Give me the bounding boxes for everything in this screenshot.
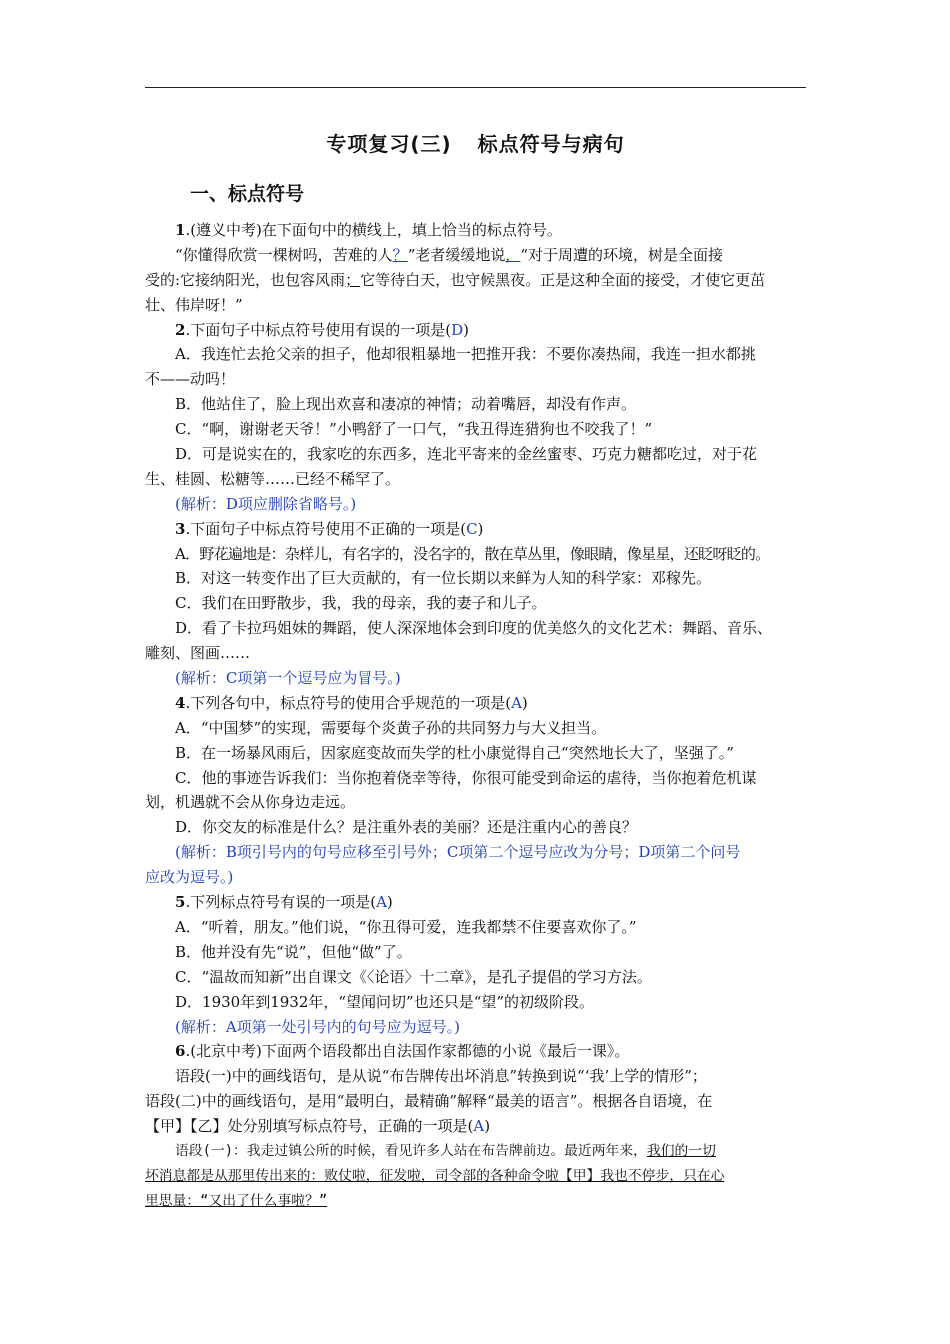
q6-stem-close: ) [484,1117,491,1136]
q5-number: 5 [175,893,186,912]
q2-answer: D [451,320,464,339]
q2-analysis: (解析：D项应删除省略号。) [175,494,357,513]
q3-option-d: D．看了卡拉玛姐妹的舞蹈，使人深深地体会到印度的优美悠久的文化艺术：舞蹈、音乐、 [175,619,773,638]
page-title-main: 专项复习(三) [326,132,452,156]
q5-stem-text: .下列标点符号有误的一项是( [185,893,377,912]
q6-stem-text: .(北京中考)下面两个语段都出自法国作家都德的小说《最后一课》。 [185,1042,630,1061]
document-body [145,218,806,1214]
q3-option-b: B．对这一转变作出了巨大贡献的，有一位长期以来鲜为人知的科学家：邓稼先。 [175,569,712,588]
q6-paragraph [145,1114,806,1139]
header-rule [145,87,806,88]
q3-option-d-cont: 雕刻、图画…… [145,644,251,663]
q6-number: 6 [175,1042,186,1061]
q5-answer: A [376,893,387,912]
q2-option-a-cont: 不——动吗！ [145,370,236,389]
q2-option-c: C．“啊，谢谢老天爷！”小鸭舒了一口气，“我丑得连猎狗也不咬我了！” [175,420,653,439]
q3-answer: C [466,519,478,538]
q4-answer: A [511,693,522,712]
q3-stem-text: .下面句子中标点符号使用不正确的一项是( [185,519,467,538]
q3-option-c: C．我们在田野散步，我，我的母亲，我的妻子和儿子。 [175,594,547,613]
q5-stem-close: ) [386,893,393,912]
q1-text: 受的:它接纳阳光，也包容风雨 [145,270,346,289]
q4-option-c: C．他的事迹告诉我们：当你抱着侥幸等待，你很可能受到命运的虐待，当你抱着危机谋 [175,768,757,787]
q1-stem-text: .(遵义中考)在下面句中的横线上，填上恰当的标点符号。 [185,221,562,239]
page-title [145,128,806,157]
q5-option-a: A．“听着，朋友。”他们说，“你丑得可爱，连我都禁不住要喜欢你了。” [175,917,637,936]
q2-stem-text: .下面句子中标点符号使用有误的一项是( [185,320,452,339]
q6-excerpt-line: 里思量：“又出了什么事啦？” [145,1192,328,1209]
q2-stem [145,318,806,343]
q5-option-d: D．1930年到1932年，“望闻问切”也还只是“望”的初级阶段。 [175,992,595,1011]
q2-option-d: D．可是说实在的，我家吃的东西多，连北平寄来的金丝蜜枣、巧克力糖都吃过，对于花 [175,445,758,464]
q3-stem-close: ) [477,519,484,538]
q6-excerpt-line [145,1139,806,1164]
q1-line3: 壮、伟岸呀！” [145,295,243,314]
q5-option-b: B．他并没有先“说”，但他“做”了。 [175,942,412,961]
q2-option-a: A．我连忙去抢父亲的担子，他却很粗暴地一把推开我：不要你凑热闹，我连一担水都挑 [175,345,756,364]
q1-number: 1 [175,221,186,239]
q2-option-b: B．他站住了，脸上现出欢喜和凄凉的神情；动着嘴唇，却没有作声。 [175,395,637,414]
q1-stem [145,218,806,243]
q1-line1 [145,243,806,268]
q4-stem-close: ) [521,693,528,712]
q1-text: “对于周遭的环境，树是全面接 [520,245,724,264]
q4-analysis-cont: 应改为逗号。) [145,868,234,887]
q3-option-a: A．野花遍地是：杂样儿，有名字的，没名字的，散在草丛里，像眼睛，像星星，还眨呀眨的。 [175,544,770,563]
q4-analysis: (解析：B项引号内的句号应移至引号外；C项第二个逗号应改为分号；D项第二个问号 [175,843,741,862]
q1-text: ”老者缓缓地说 [407,245,506,264]
q4-option-d: D．你交友的标准是什么？是注重外表的美丽？还是注重内心的善良？ [175,818,638,837]
q1-line2 [145,268,806,293]
q4-stem-text: .下列各句中，标点符号的使用合乎规范的一项是( [185,693,512,712]
q1-blank-answer: ？ [392,245,408,264]
q6-underlined-text: 我们的一切 [646,1142,716,1159]
q2-option-d-cont: 生、桂圆、松糖等……已经不稀罕了。 [145,469,401,488]
q6-paragraph: 语段(一)中的画线语句，是从说“布告牌传出坏消息”转换到说“‘我’上学的情形”； [175,1067,707,1086]
q1-text: “你懂得欣赏一棵树吗，苦难的人 [175,245,393,264]
q6-answer: A [473,1117,485,1136]
section-heading: 一、标点符号 [190,183,305,205]
q4-stem [145,691,806,716]
q6-paragraph: 语段(二)中的画线语句，是用“最明白，最精确”解释“最美的语言”。根据各自语境，在 [145,1092,713,1111]
q5-option-c: C．“温故而知新”出自课文《〈论语〉十二章》，是孔子提倡的学习方法。 [175,967,652,986]
q1-blank-answer: ， [505,245,521,264]
q2-stem-close: ) [463,320,469,339]
q3-analysis: (解析：C项第一个逗号应为冒号。) [175,669,401,688]
q4-option-a: A．“中国梦”的实现，需要每个炎黄子孙的共同努力与大义担当。 [175,718,607,737]
q3-number: 3 [175,519,186,538]
page-title-sub: 标点符号与病句 [477,132,625,156]
q4-number: 4 [175,693,186,712]
q6-stem [145,1039,806,1064]
q6-excerpt-line: 坏消息都是从那里传出来的：败仗啦，征发啦，司令部的各种命令啦【甲】我也不停步，只在心 [145,1167,725,1184]
q6-prompt-text: 【甲】【乙】处分别填写标点符号，正确的一项是( [145,1117,474,1136]
q4-option-c-cont: 划，机遇就不会从你身边走远。 [145,793,356,812]
q3-stem [145,517,806,542]
q2-number: 2 [175,320,186,339]
q5-stem [145,890,806,915]
q1-blank-answer: ； [345,270,361,289]
q6-excerpt-text: 语段(一)：我走过镇公所的时候，看见许多人站在布告牌前边。最近两年来， [175,1142,647,1159]
q5-analysis: (解析：A项第一处引号内的句号应为逗号。) [175,1017,461,1036]
q1-text: 它等待白天，也守候黑夜。正是这种全面的接受，才使它更茁 [360,270,766,289]
q4-option-b: B．在一场暴风雨后，因家庭变故而失学的杜小康觉得自己“突然地长大了，坚强了。” [175,743,734,762]
